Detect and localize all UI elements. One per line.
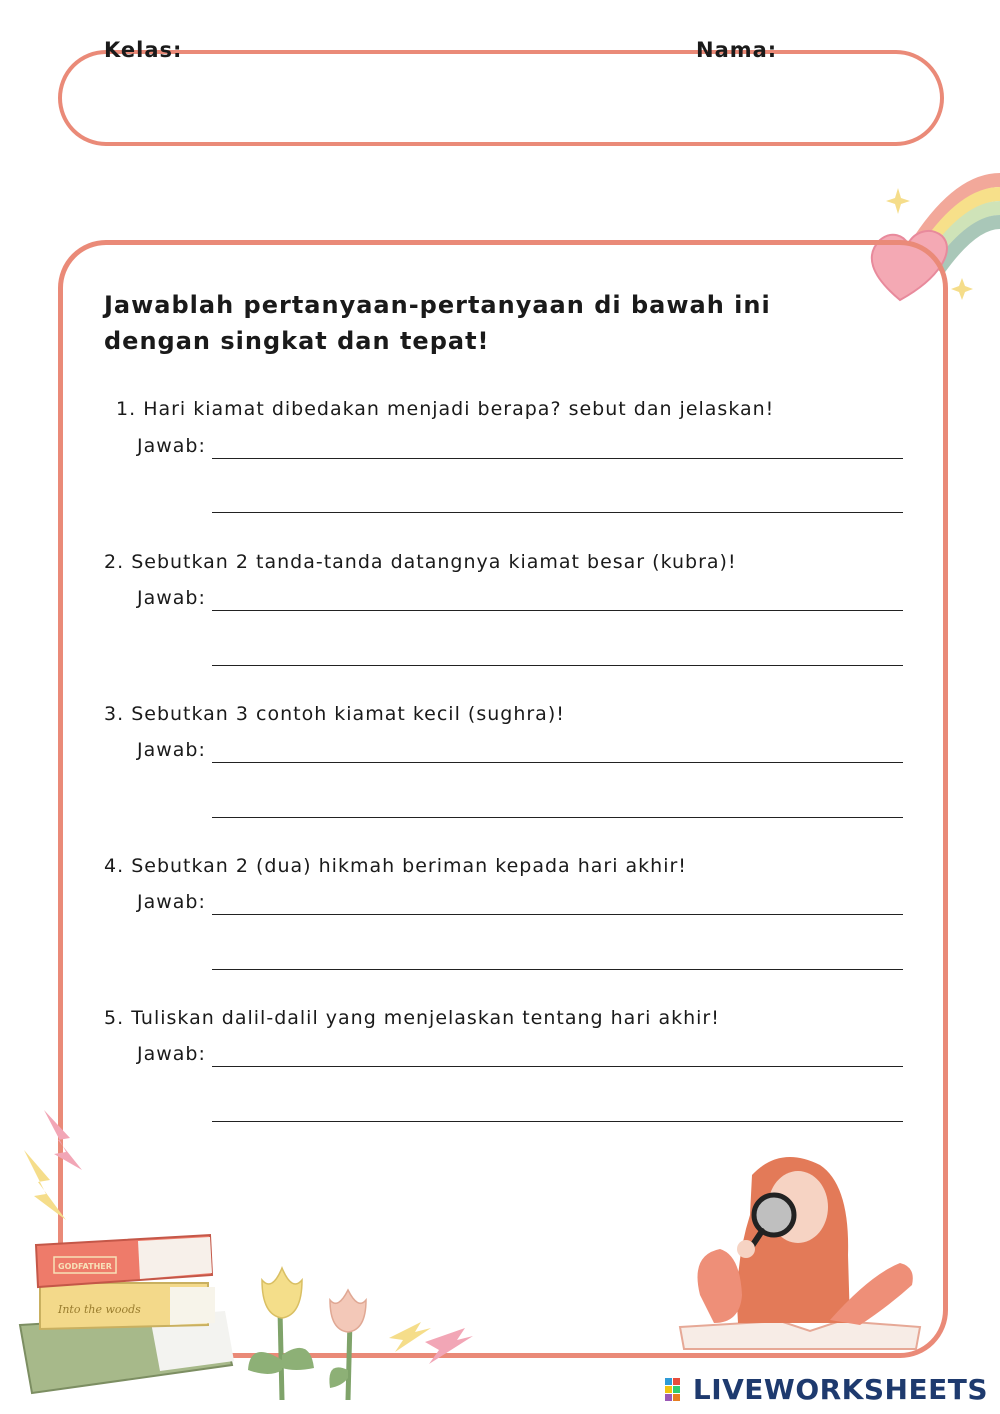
tulip-flowers-illustration xyxy=(240,1260,380,1400)
answer-line-2b[interactable] xyxy=(212,665,903,666)
logo-grid-icon xyxy=(665,1378,689,1402)
answer-line-3b[interactable] xyxy=(212,817,903,818)
nama-label: Nama: xyxy=(696,38,778,62)
question-number: 5. xyxy=(104,1007,125,1029)
kelas-label: Kelas: xyxy=(104,38,183,62)
question-text: Sebutkan 2 (dua) hikmah beriman kepada hari akhir! xyxy=(131,855,687,877)
question-text: Sebutkan 2 tanda-tanda datangnya kiamat besar (kubra)! xyxy=(131,551,737,573)
instruction-line-2: dengan singkat dan tepat! xyxy=(104,327,490,355)
book-red xyxy=(36,1235,212,1287)
header-box xyxy=(58,50,944,146)
question-number: 4. xyxy=(104,855,125,877)
instruction-heading xyxy=(104,287,804,359)
question-number: 3. xyxy=(104,703,125,725)
answer-line-4b[interactable] xyxy=(212,969,903,970)
question-1 xyxy=(116,398,774,420)
books-stack-illustration xyxy=(20,1225,250,1400)
book-yellow xyxy=(40,1283,215,1329)
question-number: 1. xyxy=(116,398,137,420)
answer-label-3: Jawab: xyxy=(137,739,206,761)
answer-line-5a[interactable] xyxy=(212,1066,903,1067)
lightning-bolts-icon xyxy=(385,1318,475,1373)
liveworksheets-logo xyxy=(665,1373,988,1406)
answer-label-4: Jawab: xyxy=(137,891,206,913)
instruction-line-1: Jawablah pertanyaan-pertanyaan di bawah ini xyxy=(104,291,771,319)
lightning-icon xyxy=(20,1110,100,1230)
question-5 xyxy=(104,1007,720,1029)
question-4 xyxy=(104,855,687,877)
answer-line-1a[interactable] xyxy=(212,458,903,459)
answer-label-2: Jawab: xyxy=(137,587,206,609)
answer-line-5b[interactable] xyxy=(212,1121,903,1122)
question-text: Tuliskan dalil-dalil yang menjelaskan tentang hari akhir! xyxy=(131,1007,720,1029)
girl-reading-illustration xyxy=(680,1145,925,1355)
question-2 xyxy=(104,551,737,573)
answer-line-2a[interactable] xyxy=(212,610,903,611)
logo-text: LIVEWORKSHEETS xyxy=(692,1373,988,1406)
answer-line-3a[interactable] xyxy=(212,762,903,763)
answer-line-1b[interactable] xyxy=(212,512,903,513)
answer-label-1: Jawab: xyxy=(137,435,206,457)
answer-line-4a[interactable] xyxy=(212,914,903,915)
book-2-title: Into the woods xyxy=(58,1303,141,1316)
question-text: Sebutkan 3 contoh kiamat kecil (sughra)! xyxy=(131,703,565,725)
question-number: 2. xyxy=(104,551,125,573)
question-text: Hari kiamat dibedakan menjadi berapa? sebut dan jelaskan! xyxy=(143,398,775,420)
question-3 xyxy=(104,703,565,725)
answer-label-5: Jawab: xyxy=(137,1043,206,1065)
book-1-title: GODFATHER xyxy=(58,1262,112,1271)
